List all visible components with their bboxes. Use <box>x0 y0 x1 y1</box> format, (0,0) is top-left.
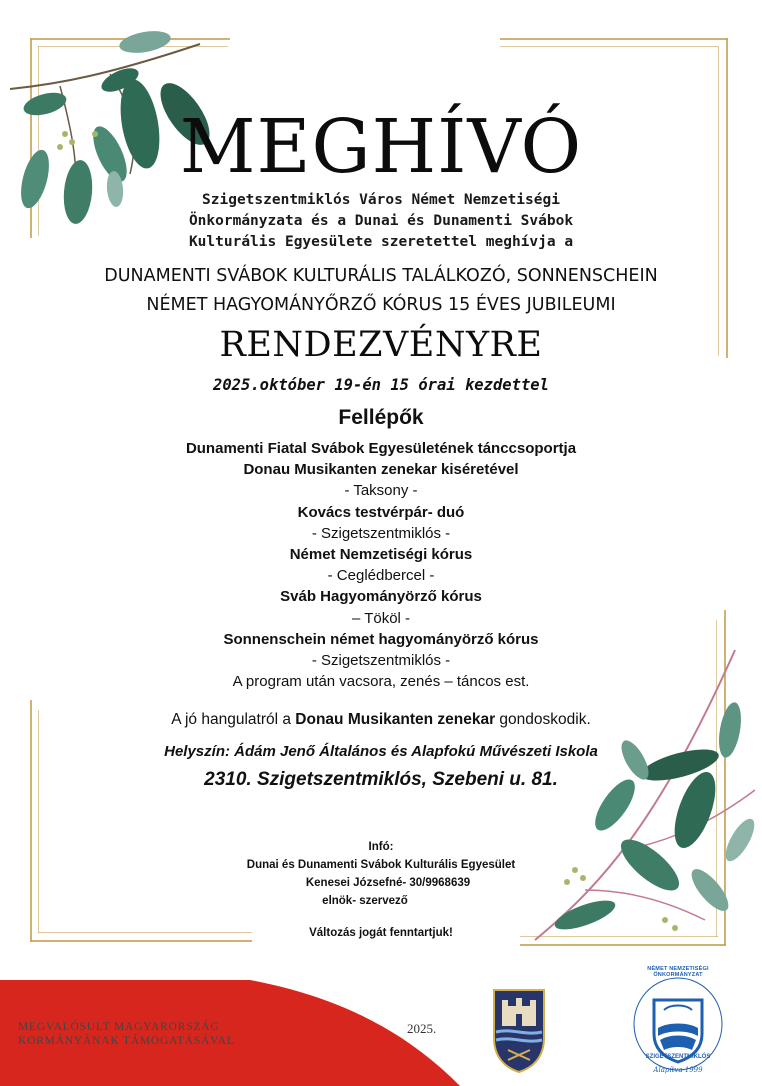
intro-line: Önkormányzata és a Dunai és Dunamenti Svábok <box>188 213 574 229</box>
support-line: KORMÁNYÁNAK TÁMOGATÁSÁVAL <box>18 1035 235 1047</box>
event-datetime: 2025.október 19-én 15 órai kezdettel <box>213 376 549 394</box>
seal-founded-text: Alapítva 1999 <box>653 1066 703 1074</box>
performer-name: Dunamenti Fiatal Svábok Egyesületének tánccsoportja <box>185 440 577 457</box>
event-line: NÉMET HAGYOMÁNYŐRZŐ KÓRUS 15 ÉVES JUBILEUMI <box>146 295 616 315</box>
performer-location: – Tököl - <box>351 609 411 627</box>
music-note-text: A jó hangulatról a <box>171 711 296 728</box>
performer-name: Sonnenschein német hagyományörző kórus <box>223 630 539 648</box>
venue-address: 2310. Szigetszentmiklós, Szebeni u. 81. <box>204 769 558 790</box>
music-note-text: gondoskodik. <box>495 711 591 728</box>
seal-top-text: NÉMET NEMZETISÉGI ÖNKORMÁNYZAT <box>647 966 709 978</box>
info-block <box>0 838 762 942</box>
seal-bottom-text: SZIGETSZENTMIKLÓS <box>645 1054 711 1060</box>
invitation-title: MEGHÍVÓ <box>179 104 583 190</box>
event-word: RENDEZVÉNYRE <box>219 325 543 365</box>
government-support-text <box>18 1020 235 1048</box>
info-label: Infó: <box>368 841 394 853</box>
footer-year: 2025. <box>407 1021 437 1036</box>
performer-name: Kovács testvérpár- duó <box>297 503 465 521</box>
performers-list <box>0 438 762 692</box>
performer-location: - Taksony - <box>344 482 418 500</box>
performers-heading: Fellépők <box>338 406 424 429</box>
event-line: DUNAMENTI SVÁBOK KULTURÁLIS TALÁLKOZÓ, SONNENSCHEIN <box>104 266 658 286</box>
intro-line: Szigetszentmiklós Város Német Nemzetiségi <box>202 192 560 208</box>
performer-name: Német Nemzetiségi kórus <box>289 546 473 564</box>
intro-line: Kulturális Egyesülete szeretettel meghívja a <box>188 234 574 250</box>
performer-location: - Szigetszentmiklós - <box>311 652 451 670</box>
info-organization: Dunai és Dunamenti Svábok Kulturális Egyesület <box>246 859 516 871</box>
gold-frame-top-right <box>500 46 718 47</box>
program-note: A program után vacsora, zenés – táncos est. <box>232 673 530 691</box>
performer-location: - Ceglédbercel - <box>327 567 435 585</box>
gold-frame-top-right <box>500 38 728 40</box>
event-name <box>0 262 762 320</box>
info-contact: Kenesei Józsefné- 30/9968639 <box>305 877 471 889</box>
music-note <box>0 709 762 731</box>
info-role: elnök- szervező <box>322 895 408 907</box>
performer-name: Sváb Hagyományörző kórus <box>280 588 482 606</box>
support-line: MEGVALÓSULT MAGYARORSZÁG <box>18 1021 220 1033</box>
intro-text <box>0 190 762 253</box>
performer-location: - Szigetszentmiklós - <box>311 524 451 542</box>
performer-name: Donau Musikanten zenekar kiséretével <box>243 461 519 479</box>
venue-name: Helyszín: Ádám Jenő Általános és Alapfokú Művészeti Iskola <box>164 743 598 760</box>
band-name: Donau Musikanten zenekar <box>295 711 496 728</box>
city-coat-of-arms-icon <box>492 988 546 1074</box>
change-notice: Változás jogát fenntartjuk! <box>309 927 453 939</box>
